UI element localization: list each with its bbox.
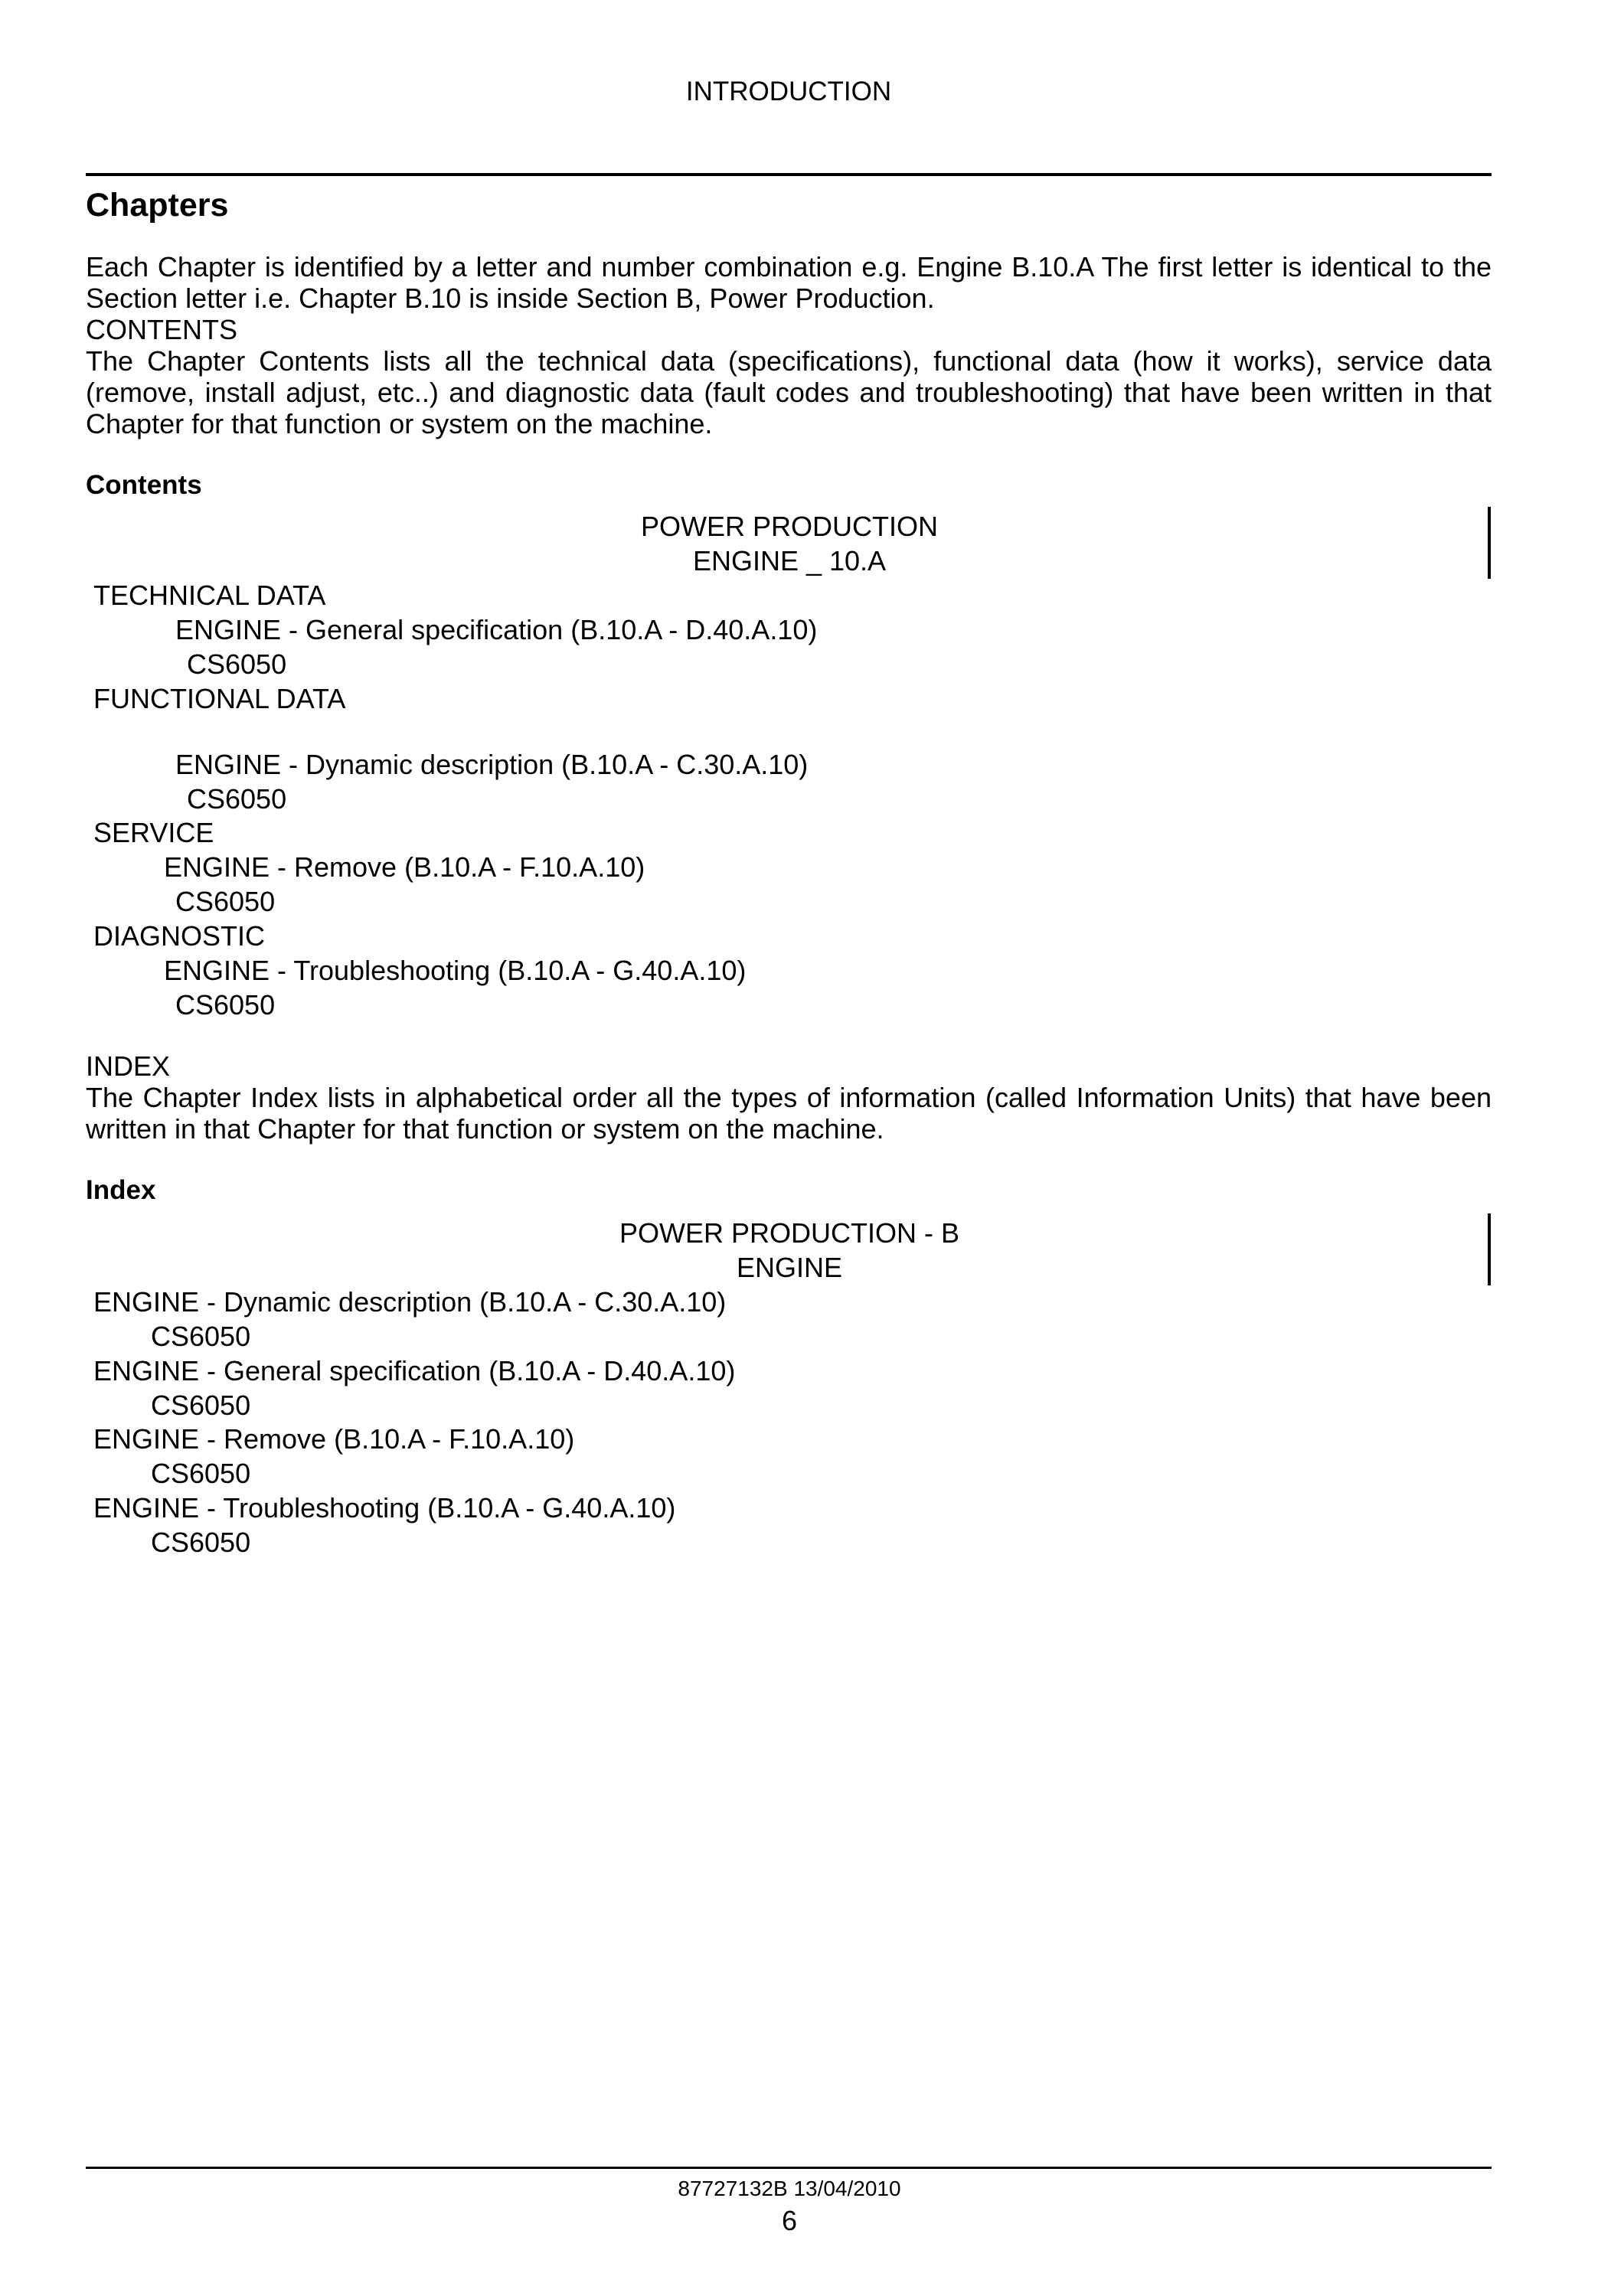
footer-divider [86,2167,1492,2169]
header-divider [86,173,1492,176]
revision-change-bar [1488,1213,1491,1285]
contents-heading: Contents [86,470,202,500]
contents-item-code: CS6050 [187,783,287,815]
footer-document-id: 87727132B 13/04/2010 [678,2177,901,2200]
revision-change-bar [1488,507,1491,579]
contents-title-chapter: ENGINE _ 10.A [692,545,887,576]
contents-description-paragraph: The Chapter Contents lists all the technical data (specifications), functional data (how it works), service data (remove, install adjust, etc..) and diagnostic data (fault codes and troubleshooting) that have been written in that Chapter for that function or system on the machine. [86,345,1492,439]
index-description-paragraph: The Chapter Index lists in alphabetical order all the types of information (called Information Units) that have been written in that Chapter for that function or system on the machine. [86,1082,1492,1145]
chapters-intro-paragraph: Each Chapter is identified by a letter and number combination e.g. Engine B.10.A The first letter is identical to the Section letter i.e. Chapter B.10 is inside Section B, Power Production. [86,251,1492,314]
index-title-section: POWER PRODUCTION - B [619,1217,959,1249]
index-entry-code: CS6050 [151,1390,251,1421]
contents-item[interactable]: ENGINE - Remove (B.10.A - F.10.A.10) [164,851,645,883]
index-entry[interactable]: ENGINE - General specification (B.10.A - D.40.A.10) [93,1355,736,1386]
index-heading: Index [86,1175,156,1205]
chapters-heading: Chapters [86,187,229,224]
contents-item[interactable]: ENGINE - Troubleshooting (B.10.A - G.40.A.10) [164,955,747,986]
contents-item-code: CS6050 [187,648,287,680]
index-entry-code: CS6050 [151,1458,251,1489]
contents-item[interactable]: ENGINE - General specification (B.10.A - D.40.A.10) [175,614,818,645]
index-entry-code: CS6050 [151,1321,251,1352]
index-entry-code: CS6050 [151,1527,251,1558]
contents-title-section: POWER PRODUCTION [640,511,938,542]
contents-label: CONTENTS [86,314,237,345]
contents-section-name: TECHNICAL DATA [93,580,326,611]
page-header-title: INTRODUCTION [685,77,892,106]
contents-section-name: SERVICE [93,817,214,848]
contents-item-code: CS6050 [175,886,276,917]
index-label: INDEX [86,1050,171,1082]
contents-section-name: DIAGNOSTIC [93,920,266,952]
index-title-chapter: ENGINE [736,1252,843,1283]
contents-item-code: CS6050 [175,989,276,1021]
index-entry[interactable]: ENGINE - Remove (B.10.A - F.10.A.10) [93,1423,575,1455]
index-entry[interactable]: ENGINE - Troubleshooting (B.10.A - G.40.A.10) [93,1492,676,1524]
contents-section-name: FUNCTIONAL DATA [93,683,346,714]
page-number: 6 [781,2205,798,2236]
contents-item[interactable]: ENGINE - Dynamic description (B.10.A - C.30.A.10) [175,749,809,780]
index-entry[interactable]: ENGINE - Dynamic description (B.10.A - C.30.A.10) [93,1286,727,1318]
